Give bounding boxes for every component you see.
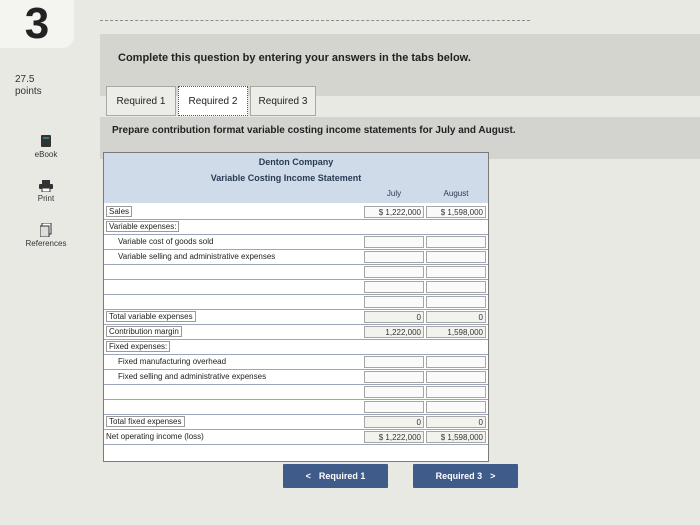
july-cell: 0 — [364, 311, 424, 323]
august-cell: $ 1,598,000 — [426, 206, 486, 218]
row-label: Total variable expenses — [106, 311, 196, 322]
sidebar-item-label: eBook — [34, 150, 58, 159]
august-cell: 0 — [426, 311, 486, 323]
divider — [100, 20, 530, 21]
august-cell[interactable] — [426, 401, 486, 413]
table-row — [104, 265, 488, 280]
row-label: Sales — [106, 206, 132, 217]
column-header-august: August — [443, 189, 469, 198]
july-cell: 0 — [364, 416, 424, 428]
august-cell[interactable] — [426, 386, 486, 398]
august-cell[interactable] — [426, 266, 486, 278]
july-cell[interactable] — [364, 236, 424, 248]
row-label: Fixed selling and administrative expenses — [118, 372, 267, 381]
table-row — [104, 430, 488, 445]
points-box — [15, 74, 42, 98]
statement-title: Variable Costing Income Statement — [210, 173, 362, 183]
august-cell[interactable] — [426, 356, 486, 368]
income-statement — [103, 152, 489, 462]
tab-required-3[interactable]: Required 3 — [250, 86, 316, 116]
row-label: Variable cost of goods sold — [118, 237, 214, 246]
july-cell[interactable] — [364, 281, 424, 293]
july-cell[interactable] — [364, 386, 424, 398]
sidebar-item-label: Print — [37, 194, 55, 203]
august-cell[interactable] — [426, 296, 486, 308]
question-number: 3 — [0, 0, 74, 48]
row-label: Fixed expenses: — [106, 341, 170, 352]
sidebar-item-references[interactable] — [20, 223, 72, 248]
july-cell[interactable] — [364, 371, 424, 383]
august-cell: 1,598,000 — [426, 326, 486, 338]
row-label: Net operating income (loss) — [106, 432, 204, 441]
points-value: 27.5 — [15, 74, 35, 85]
august-cell[interactable] — [426, 236, 486, 248]
table-row — [104, 400, 488, 415]
july-cell[interactable] — [364, 296, 424, 308]
table-row — [104, 370, 488, 385]
row-label: Variable selling and administrative expenses — [118, 252, 276, 261]
column-header-july: July — [386, 189, 402, 198]
sidebar-item-print[interactable] — [20, 180, 72, 203]
table-row — [104, 385, 488, 400]
table-row — [104, 310, 488, 325]
table-row — [104, 340, 488, 355]
august-cell: 0 — [426, 416, 486, 428]
book-icon — [40, 134, 52, 148]
next-button-label: Required 3 — [435, 471, 483, 481]
august-cell[interactable] — [426, 251, 486, 263]
printer-icon — [39, 180, 53, 192]
table-row — [104, 355, 488, 370]
row-label: Total fixed expenses — [106, 416, 185, 427]
table-row — [104, 205, 488, 220]
table-row — [104, 250, 488, 265]
july-cell: $ 1,222,000 — [364, 431, 424, 443]
row-label: Variable expenses: — [106, 221, 179, 232]
august-cell: $ 1,598,000 — [426, 431, 486, 443]
table-row — [104, 220, 488, 235]
prev-button-label: Required 1 — [318, 471, 366, 481]
table-row — [104, 235, 488, 250]
august-cell[interactable] — [426, 281, 486, 293]
table-row — [104, 280, 488, 295]
prev-button[interactable] — [283, 464, 388, 488]
table-row — [104, 295, 488, 310]
company-name: Denton Company — [258, 157, 334, 167]
tab-required-2[interactable]: Required 2 — [178, 86, 248, 116]
instructions-text: Complete this question by entering your answers in the tabs below. — [118, 52, 471, 64]
chevron-left-icon: < — [305, 471, 311, 481]
table-row — [104, 415, 488, 430]
references-icon — [40, 223, 52, 237]
july-cell[interactable] — [364, 401, 424, 413]
tab-required-1[interactable]: Required 1 — [106, 86, 176, 116]
july-cell: 1,222,000 — [364, 326, 424, 338]
august-cell[interactable] — [426, 371, 486, 383]
table-row — [104, 325, 488, 340]
row-label: Contribution margin — [106, 326, 182, 337]
prompt-text: Prepare contribution format variable costing income statements for July and August. — [112, 125, 516, 136]
july-cell[interactable] — [364, 356, 424, 368]
row-label: Fixed manufacturing overhead — [118, 357, 227, 366]
july-cell[interactable] — [364, 266, 424, 278]
july-cell: $ 1,222,000 — [364, 206, 424, 218]
next-button[interactable] — [413, 464, 518, 488]
sidebar-item-ebook[interactable] — [20, 134, 72, 159]
points-label: points — [15, 86, 42, 97]
july-cell[interactable] — [364, 251, 424, 263]
sidebar-item-label: References — [25, 239, 67, 248]
chevron-right-icon: > — [490, 471, 496, 481]
